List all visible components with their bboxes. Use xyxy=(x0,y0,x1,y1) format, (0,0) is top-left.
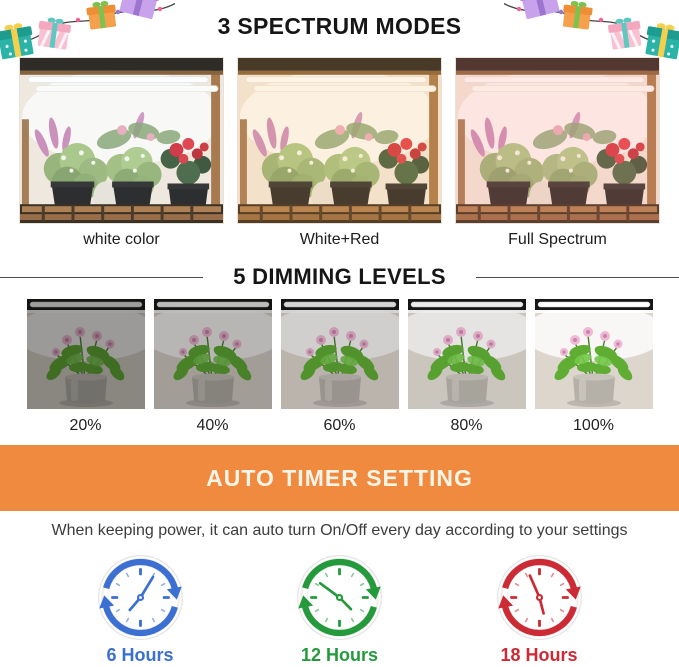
dimming-level-row xyxy=(0,417,679,435)
clock-icon xyxy=(295,553,384,642)
potted-plant-image xyxy=(154,299,272,409)
grow-shelf-plants-image xyxy=(456,58,659,223)
spectrum-photo-full-spectrum xyxy=(455,57,660,224)
dimming-photo-20 xyxy=(27,299,145,409)
dimming-photo-80 xyxy=(408,299,526,409)
dimming-photo-100 xyxy=(535,299,653,409)
dimming-section-title: 5 DIMMING LEVELS xyxy=(233,264,446,289)
potted-plant-image xyxy=(27,299,145,409)
gift-garland-icon xyxy=(504,0,679,62)
timer-option-label: 18 Hours xyxy=(500,645,578,665)
divider-line xyxy=(476,277,679,278)
divider-line xyxy=(0,277,203,278)
dimming-level-label: 60% xyxy=(323,417,356,434)
spectrum-photo-white-red xyxy=(237,57,442,224)
timer-option-12h xyxy=(252,553,428,666)
grow-shelf-plants-image xyxy=(238,58,441,223)
timer-options-row xyxy=(0,553,679,666)
dimming-photo-row xyxy=(0,299,679,409)
timer-option-label: 6 Hours xyxy=(106,645,174,665)
spectrum-photo-white xyxy=(19,57,224,224)
timer-description: When keeping power, it can auto turn On/Off every day according to your settings xyxy=(51,522,628,539)
spectrum-section-title: 3 SPECTRUM MODES xyxy=(217,13,462,39)
dimming-photo-60 xyxy=(281,299,399,409)
gift-garland-icon xyxy=(0,0,175,62)
timer-option-6h xyxy=(52,553,228,666)
timer-banner xyxy=(0,445,679,511)
dimming-level-label: 20% xyxy=(69,417,102,434)
dimming-section-header xyxy=(0,264,679,290)
timer-option-18h xyxy=(451,553,627,666)
spectrum-mode-label: Full Spectrum xyxy=(508,231,607,248)
timer-option-label: 12 Hours xyxy=(300,645,379,665)
grow-shelf-plants-image xyxy=(20,58,223,223)
timer-banner-title: AUTO TIMER SETTING xyxy=(206,464,473,491)
potted-plant-image xyxy=(281,299,399,409)
potted-plant-image xyxy=(408,299,526,409)
spectrum-mode-label: white color xyxy=(83,231,160,248)
clock-icon xyxy=(96,553,185,642)
spectrum-photo-row xyxy=(0,57,679,224)
dimming-level-label: 80% xyxy=(450,417,483,434)
clock-icon xyxy=(495,553,584,642)
spectrum-caption-row xyxy=(0,231,679,249)
dimming-level-label: 40% xyxy=(196,417,229,434)
dimming-level-label: 100% xyxy=(573,417,614,434)
spectrum-mode-label: White+Red xyxy=(299,231,380,248)
dimming-photo-40 xyxy=(154,299,272,409)
potted-plant-image xyxy=(535,299,653,409)
